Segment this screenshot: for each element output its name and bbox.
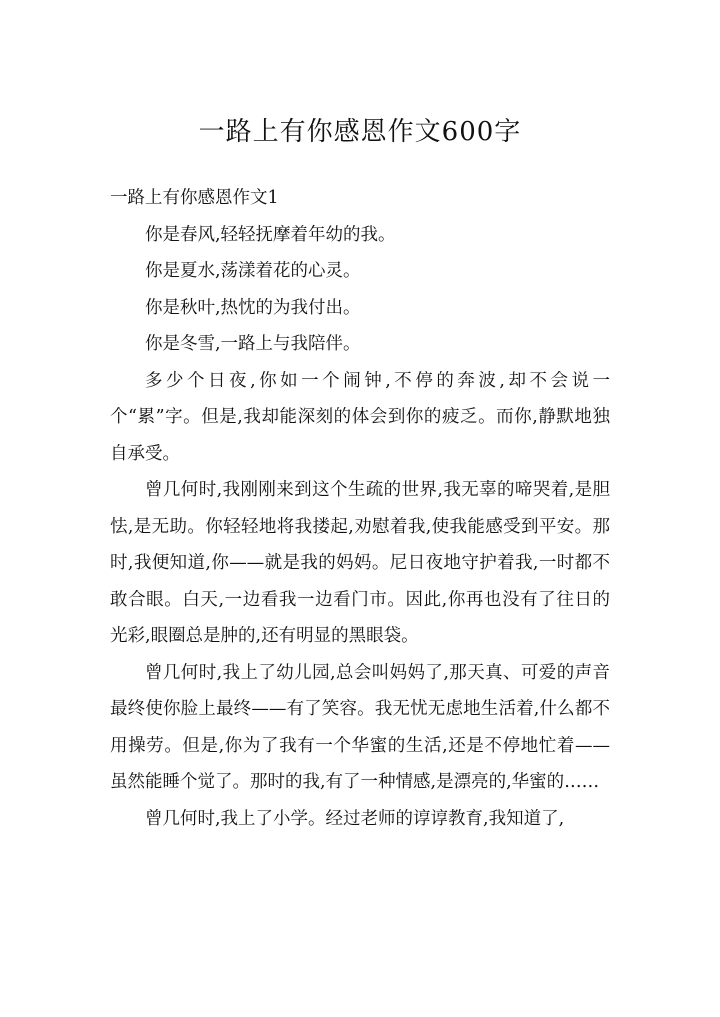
paragraph: 你是秋叶,热忱的为我付出。 [145, 297, 361, 318]
paragraph: 你是春风,轻轻抚摩着年幼的我。 [145, 224, 396, 245]
paragraph: 曾几何时,我刚刚来到这个生疏的世界,我无辜的啼哭着,是胆怯,是无助。你轻轻地将我搂起,劝慰着我,使我能感受到平安。那时,我便知道,你——就是我的妈妈。尼日夜地守护着我,一时都不敢合眼。白天,一边看我一边看门市。因此,你再也没有了往日的光彩,眼圈总是肿的,还有明显的黑眼袋。 [110, 480, 610, 646]
page-title: 一路上有你感恩作文600字 [198, 117, 522, 147]
paragraph: 你是冬雪,一路上与我陪伴。 [145, 334, 361, 354]
paragraph: 曾几何时,我上了小学。经过老师的谆谆教育,我知道了, [145, 808, 565, 829]
paragraph: 多少个日夜,你如一个闹钟,不停的奔波,却不会说一个“累”字。但是,我却能深刻的体会到你的疲乏。而你,静默地独自承受。 [110, 370, 610, 464]
section-heading: 一路上有你感恩作文1 [110, 188, 279, 208]
paragraph: 曾几何时,我上了幼儿园,总会叫妈妈了,那天真、可爱的声音最终使你脸上最终——有了笑容。我无忧无虑地生活着,什么都不用操劳。但是,你为了我有一个华蜜的生活,还是不停地忙着——虽然能睡个觉了。那时的我,有了一种情感,是漂亮的,华蜜的…… [110, 662, 610, 792]
paragraph: 你是夏水,荡漾着花的心灵。 [145, 261, 361, 281]
document-body [110, 180, 610, 837]
